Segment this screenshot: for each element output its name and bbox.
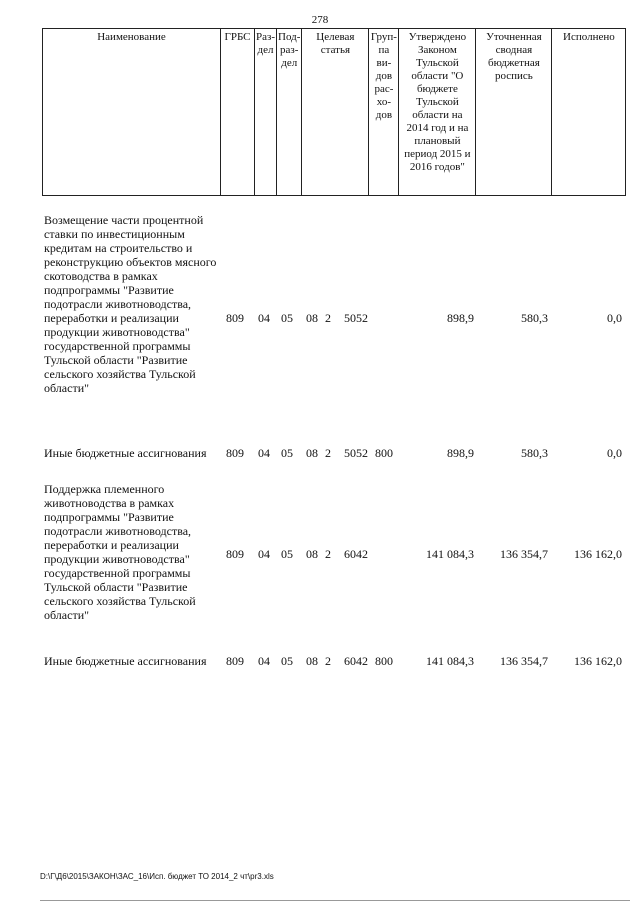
header-razdel: Раз-дел (255, 29, 277, 196)
row-razdel: 04 (258, 311, 270, 325)
row-utverzhdeno: 141 084,3 (426, 547, 474, 561)
row-podrazdel: 05 (281, 311, 293, 325)
row-utochnennaya: 580,3 (521, 446, 548, 460)
row-utverzhdeno: 898,9 (447, 446, 474, 460)
row-podrazdel: 05 (281, 547, 293, 561)
row-name: Поддержка племенного животноводства в рамках подпрограммы "Развитие подотрасли животноводства, переработки и реализации продукции животноводства" государственной программы Тульской области "Развитие сельского хозяйства Тульской области" (44, 482, 196, 622)
row-name: Иные бюджетные ассигнования (44, 446, 207, 460)
row-cs-subprogram: 2 (325, 654, 331, 668)
row-ispolneno: 136 162,0 (574, 547, 622, 561)
table-header (42, 28, 626, 196)
header-ispolneno: Исполнено (552, 29, 626, 196)
row-vr: 800 (375, 654, 393, 668)
header-name: Наименование (43, 29, 221, 196)
row-cs-direction: 6042 (344, 654, 368, 668)
row-ispolneno: 0,0 (607, 311, 622, 325)
row-utverzhdeno: 898,9 (447, 311, 474, 325)
row-cs-subprogram: 2 (325, 547, 331, 561)
row-podrazdel: 05 (281, 446, 293, 460)
header-grbs: ГРБС (221, 29, 255, 196)
row-utochnennaya: 136 354,7 (500, 547, 548, 561)
row-podrazdel: 05 (281, 654, 293, 668)
header-utverzhdeno: Утверждено Законом Тульской области "О бюджете Тульской области на 2014 год и на плановый период 2015 и 2016 годов" (399, 29, 476, 196)
row-cs-program: 08 (306, 311, 318, 325)
header-celevaya-statya: Целевая статья (302, 29, 369, 196)
row-utochnennaya: 580,3 (521, 311, 548, 325)
row-razdel: 04 (258, 654, 270, 668)
row-razdel: 04 (258, 446, 270, 460)
row-utochnennaya: 136 354,7 (500, 654, 548, 668)
row-razdel: 04 (258, 547, 270, 561)
row-cs-direction: 6042 (344, 547, 368, 561)
header-gruppa-vidov: Груп-па ви-дов рас-хо-дов (369, 29, 399, 196)
row-cs-subprogram: 2 (325, 311, 331, 325)
row-vr: 800 (375, 446, 393, 460)
file-path-footer: D:\Г\Д6\2015\ЗАКОН\ЗАС_16\Исп. бюджет ТО 2014_2 чт\pr3.xls (40, 872, 274, 881)
header-utochnennaya: Уточненная сводная бюджетная роспись (476, 29, 552, 196)
row-cs-program: 08 (306, 446, 318, 460)
row-name: Иные бюджетные ассигнования (44, 654, 207, 668)
row-cs-direction: 5052 (344, 446, 368, 460)
row-cs-program: 08 (306, 547, 318, 561)
header-podrazdel: Под-раз-дел (277, 29, 302, 196)
row-grbs: 809 (226, 654, 244, 668)
row-grbs: 809 (226, 547, 244, 561)
row-cs-program: 08 (306, 654, 318, 668)
row-ispolneno: 0,0 (607, 446, 622, 460)
page-number: 278 (311, 14, 329, 26)
row-grbs: 809 (226, 311, 244, 325)
row-name: Возмещение части процентной ставки по инвестиционным кредитам на строительство и реконструкцию объектов мясного скотоводства в рамках подпрограммы "Развитие подотрасли животноводства, переработки и реализации продукции животноводства" государственной программы Тульской области "Развитие сельского хозяйства Тульской области" (44, 213, 217, 395)
row-ispolneno: 136 162,0 (574, 654, 622, 668)
row-utverzhdeno: 141 084,3 (426, 654, 474, 668)
row-cs-subprogram: 2 (325, 446, 331, 460)
footer-divider (40, 900, 630, 901)
row-grbs: 809 (226, 446, 244, 460)
row-cs-direction: 5052 (344, 311, 368, 325)
